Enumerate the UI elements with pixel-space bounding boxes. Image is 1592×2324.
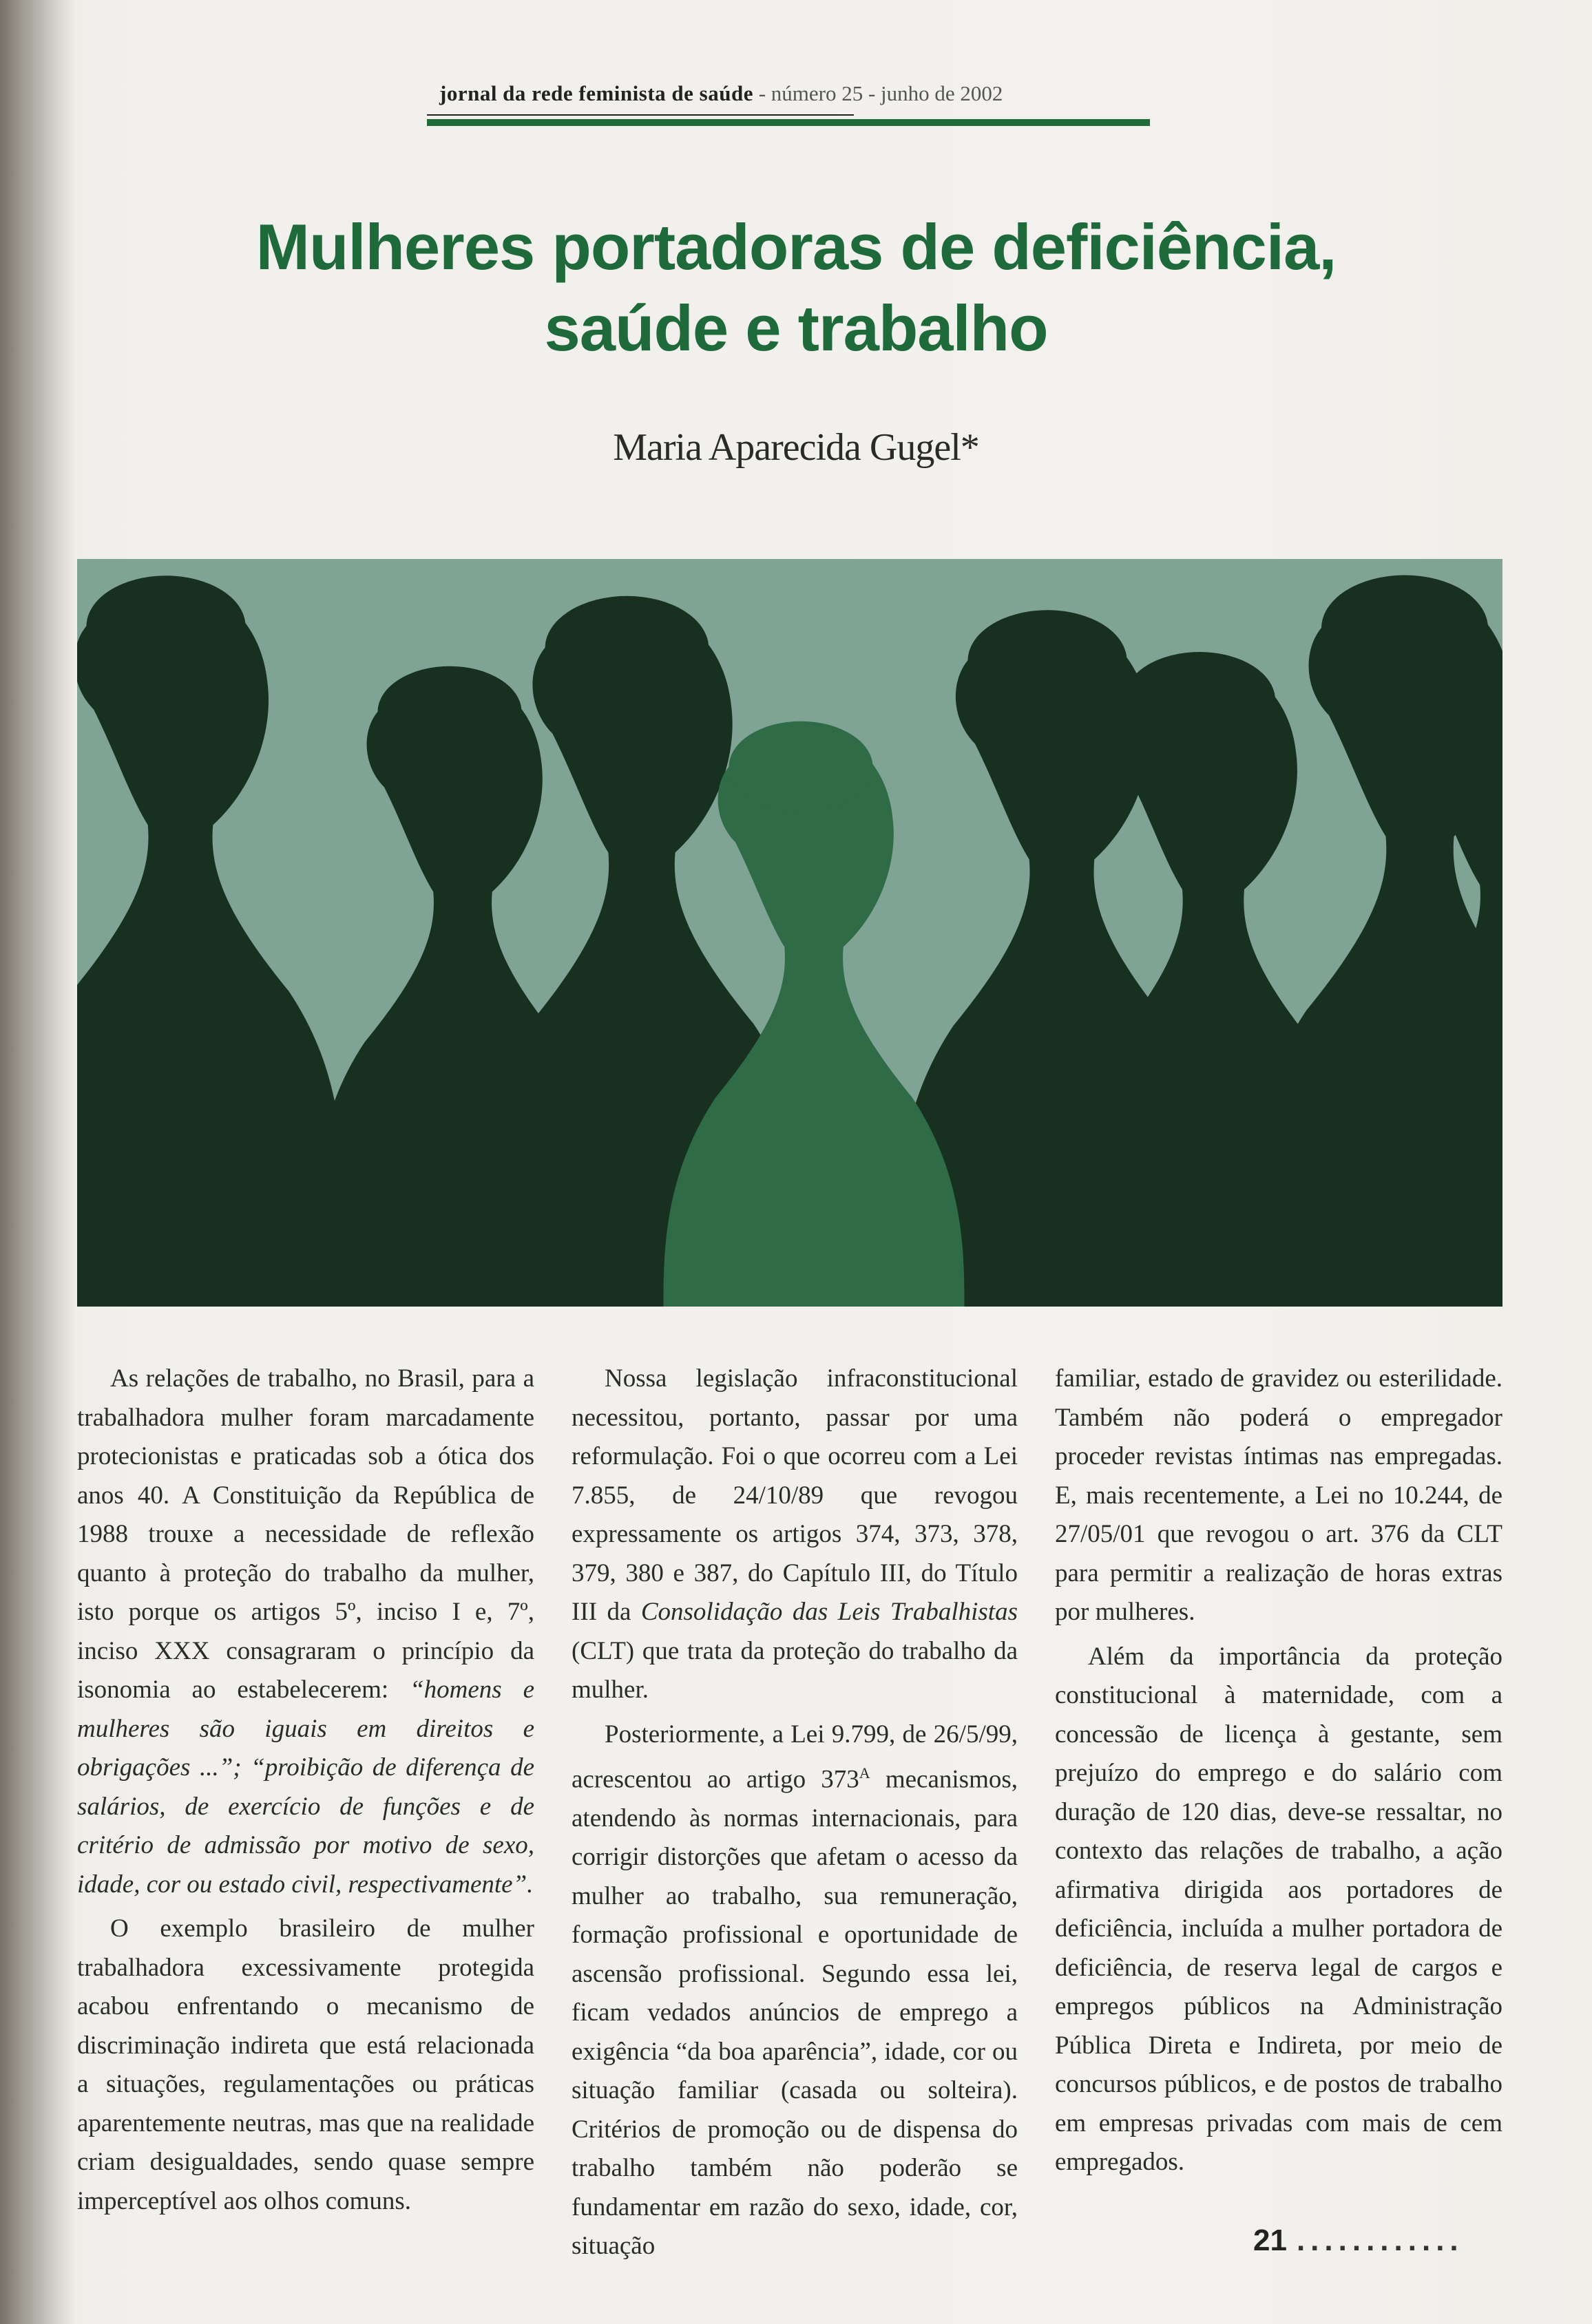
hair-bun-shape	[545, 596, 709, 700]
paragraph-text: mecanismos, atendendo às normas internacionais, para corrigir distorções que afetam o acesso da mulher ao trabalho, sua remuneração, formação profissional e oportunidade de ascensão profissional. Segundo essa lei, ficam vedados anúncios de emprego a exigência “da boa aparência”, idade, cor ou situação familiar (casada ou solteira). Critérios de promoção ou de dispensa do trabalho também não poderão se fundamentar em razão do sexo, idade, cor, situação	[572, 1765, 1018, 2261]
journal-name: jornal da rede feminista de saúde	[439, 81, 753, 105]
paragraph-text: As relações de trabalho, no Brasil, para a trabalhadora mulher foram marcadamente protecionistas e praticadas sob a ótica dos anos 40. A Constituição da República de 1988 trouxe a necessidade de reflexão quanto à proteção do trabalho da mulher, isto porque os artigos 5º, inciso I e, 7º, inciso XXX consagraram o princípio da isonomia ao estabelecerem:	[77, 1364, 534, 1704]
paragraph-text: Posteriormente, a Lei 9.799, de 26/5/99, acrescentou ao artigo 373	[572, 1720, 1018, 1794]
hair-bun-shape	[1124, 652, 1275, 748]
issue-info: - número 25 - junho de 2002	[753, 81, 1003, 105]
hair-bun-shape	[87, 575, 246, 677]
women-silhouettes-illustration	[77, 559, 1502, 1307]
header-rule-thin	[427, 114, 854, 116]
article-author: Maria Aparecida Gugel*	[613, 426, 979, 469]
hair-bun-shape	[729, 721, 873, 813]
paragraph: familiar, estado de gravidez ou esterilidade. Também não poderá o empregador proceder revistas íntimas nas empregadas. E, mais recentemente, a Lei no 10.244, de 27/05/01 que revogou o art. 376 da CLT para permitir a realização de horas extras por mulheres.	[1055, 1364, 1502, 1626]
clt-title: Consolidação das Leis Trabalhistas	[640, 1598, 1018, 1626]
page-footer	[1253, 2223, 1592, 2265]
page-gutter-shadow	[0, 0, 76, 2324]
silhouettes-svg	[77, 559, 1502, 1307]
superscript: A	[859, 1764, 870, 1782]
paragraph-text: Nossa legislação infraconstitucional necessitou, portanto, passar por uma reformulação. Foi o que ocorreu com a Lei 7.855, de 24/10/89 que revogou expressamente os artigos 374, 373, 378, 379, 380 e 387, do Capítulo III, do Título III da	[572, 1364, 1018, 1626]
paragraph-text: (CLT) que trata da proteção do trabalho da mulher.	[572, 1636, 1018, 1704]
paragraph	[572, 1715, 1018, 2266]
paragraph	[77, 1360, 534, 1904]
header-rule-green	[427, 119, 1150, 126]
body-column-3	[1055, 1360, 1502, 2182]
running-header	[427, 81, 1150, 136]
paragraph: Além da importância da proteção constitucional à maternidade, com a concessão de licença à gestante, sem prejuízo do emprego e do salário com duração de 120 dias, deve-se ressaltar, no contexto das relações de trabalho, a ação afirmativa dirigida aos portadores de deficiência, incluída a mulher portadora de deficiência, de reserva legal de cargos e empregos públicos na Administração Pública Direta e Indireta, por meio de concursos públicos, e de postos de trabalho em empresas privadas com mais de cem empregados.	[1055, 1642, 1502, 2176]
page-number: 21	[1253, 2223, 1287, 2257]
body-column-2	[572, 1360, 1018, 2266]
constitution-quote: “homens e mulheres são iguais em direitos e obrigações ...”; “proibição de diferença de salários, de exercício de funções e de critério de admissão por motivo de sexo, idade, cor ou estado civil, respectivamente”.	[77, 1676, 534, 1899]
article-title	[207, 207, 1385, 369]
paragraph	[572, 1360, 1018, 1710]
running-header-text	[439, 81, 1003, 106]
hair-bun-shape	[378, 666, 522, 758]
footer-dots: ............	[1296, 2223, 1464, 2257]
paragraph: O exemplo brasileiro de mulher trabalhadora excessivamente protegida acabou enfrentando o mecanismo de discriminação indireta que está relacionada a situações, regulamentações ou práticas aparentemente neutras, mas que na realidade criam desigualdades, sendo quase sempre imperceptível aos olhos comuns.	[77, 1914, 534, 2215]
title-line-2: saúde e trabalho	[544, 292, 1048, 364]
title-line-1: Mulheres portadoras de deficiência,	[255, 211, 1337, 283]
hair-bun-shape	[968, 610, 1127, 711]
body-column-1	[77, 1360, 534, 2221]
